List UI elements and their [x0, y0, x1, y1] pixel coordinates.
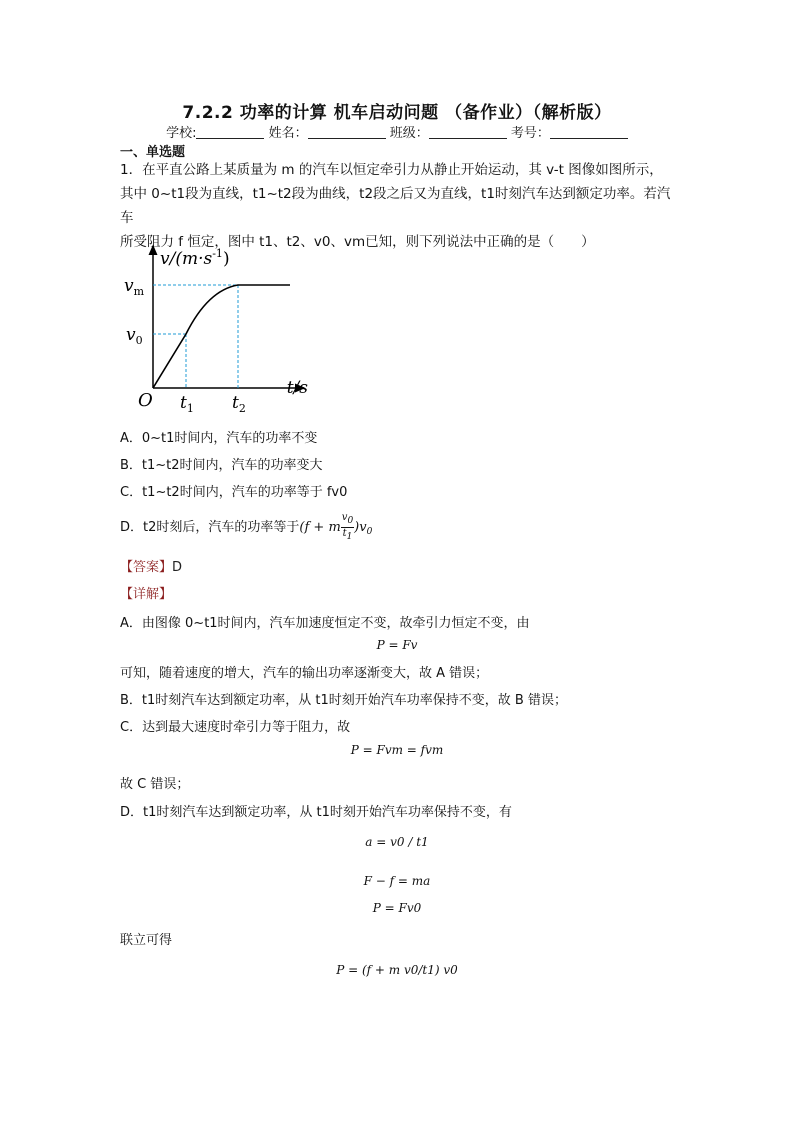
school-label: 学校:	[166, 126, 197, 141]
vt-graph	[118, 240, 318, 420]
option-c[interactable]: C．t1~t2时间内，汽车的功率等于 fv0	[120, 485, 348, 500]
name-label: 姓名：	[268, 126, 308, 141]
t2-label: $t_2$	[232, 393, 246, 415]
detail-heading	[120, 583, 172, 602]
vm-label: $v_m$	[124, 276, 145, 298]
class-blank[interactable]	[429, 125, 507, 139]
formula-p-fvm: P = Fvm = fvm	[350, 743, 444, 757]
x-axis-label: t/s	[286, 378, 308, 398]
t1-label: $t_1$	[180, 393, 194, 415]
question-line-2: 其中 0~t1段为直线，t1~t2段为曲线，t2段之后又为直线，t1时刻汽车达到额定功率。若汽车	[120, 186, 671, 226]
question-line-1: 1．在平直公路上某质量为 m 的汽车以恒定牵引力从静止开始运动，其 v-t 图像如图所示，	[120, 162, 663, 178]
formula-newton: F − f = ma	[363, 874, 431, 888]
solution-b: B．t1时刻汽车达到额定功率，从 t1时刻开始汽车功率保持不变，故 B 错误；	[120, 693, 567, 708]
option-b[interactable]: B．t1~t2时间内，汽车的功率变大	[120, 458, 323, 473]
vt-curve	[153, 285, 290, 388]
answer-value: D	[172, 560, 183, 575]
solution-c-line-2: 故 C 错误；	[120, 777, 190, 792]
formula-p-fv0: P = Fv0	[372, 901, 422, 915]
question-line-3: 所受阻力 f 恒定，图中 t1、t2、v0、vm已知，则下列说法中正确的是（ ）	[120, 234, 595, 250]
answer-line	[120, 556, 182, 575]
class-label: 班级：	[389, 126, 429, 141]
option-d[interactable]: D．t2时刻后，汽车的功率等于(f + m $\frac{v0}{t1}$ )$v_0$	[120, 512, 373, 542]
formula-p-fv: P = Fv	[376, 638, 418, 652]
student-info-line	[0, 122, 794, 141]
solution-a-line-1: A．由图像 0~t1时间内，汽车加速度恒定不变，故牵引力恒定不变，由	[120, 616, 530, 631]
y-axis-label: $v/(m\cdot s^{-1})$	[160, 247, 230, 269]
solution-d-line-2: 联立可得	[120, 933, 173, 948]
v0-label: $v_0$	[126, 325, 143, 347]
name-blank[interactable]	[308, 125, 386, 139]
option-a[interactable]: A．0~t1时间内，汽车的功率不变	[120, 431, 318, 446]
number-label: 考号：	[510, 126, 550, 141]
answer-label: 【答案】	[120, 560, 173, 575]
formula-a: a = v0 / t1	[365, 835, 429, 849]
solution-a-line-2: 可知，随着速度的增大，汽车的输出功率逐渐变大，故 A 错误；	[120, 666, 489, 681]
solution-d-line-1: D．t1时刻汽车达到额定功率，从 t1时刻开始汽车功率保持不变，有	[120, 805, 512, 820]
origin-label: O	[138, 390, 153, 411]
formula-final: P = (f + m v0/t1) v0	[336, 963, 458, 977]
section-heading: 一、单选题	[120, 145, 186, 160]
page-title: 7.2.2 功率的计算 机车启动问题 （备作业）（解析版）	[182, 103, 612, 123]
solution-c-line-1: C．达到最大速度时牵引力等于阻力，故	[120, 720, 351, 735]
school-blank[interactable]	[196, 125, 264, 139]
number-blank[interactable]	[550, 125, 628, 139]
option-d-text: D．t2时刻后，汽车的功率等于	[120, 520, 300, 535]
detail-label: 【详解】	[120, 587, 173, 602]
